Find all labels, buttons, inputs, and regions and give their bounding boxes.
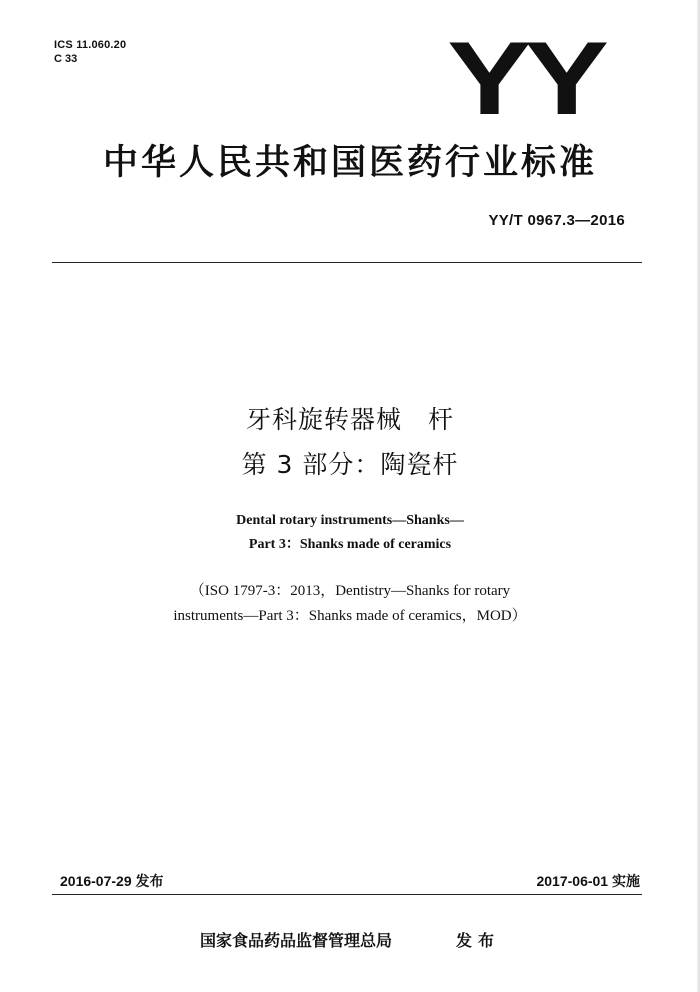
issuing-action: 发布 — [456, 931, 501, 950]
english-title-line-2: Part 3：Shanks made of ceramics — [248, 537, 452, 552]
iso-reference-line-2: instruments—Part 3：Shanks made of ceramics，MOD） — [173, 608, 527, 624]
chinese-title-line-1: 牙科旋转器械 杆 — [245, 405, 454, 434]
english-title-line-1: Dental rotary instruments—Shanks— — [236, 513, 464, 528]
bottom-divider — [52, 894, 642, 895]
top-divider — [52, 262, 642, 263]
implementation-date: 2017-06-01 实施 — [536, 873, 640, 889]
ccs-code: C 33 — [54, 53, 78, 65]
issuing-authority: 国家食品药品监督管理总局 — [200, 931, 393, 950]
standard-number: YY/T 0967.3—2016 — [488, 212, 625, 229]
issue-date: 2016-07-29 发布 — [60, 873, 164, 889]
organization-title: 中华人民共和国医药行业标准 — [102, 143, 597, 183]
iso-reference-line-1: （ISO 1797-3：2013，Dentistry—Shanks for rotary — [189, 583, 511, 599]
chinese-title-line-2: 第 3 部分：陶瓷杆 — [241, 450, 459, 479]
yy-logo: YY — [447, 21, 602, 137]
ics-code: ICS 11.060.20 — [54, 39, 127, 51]
